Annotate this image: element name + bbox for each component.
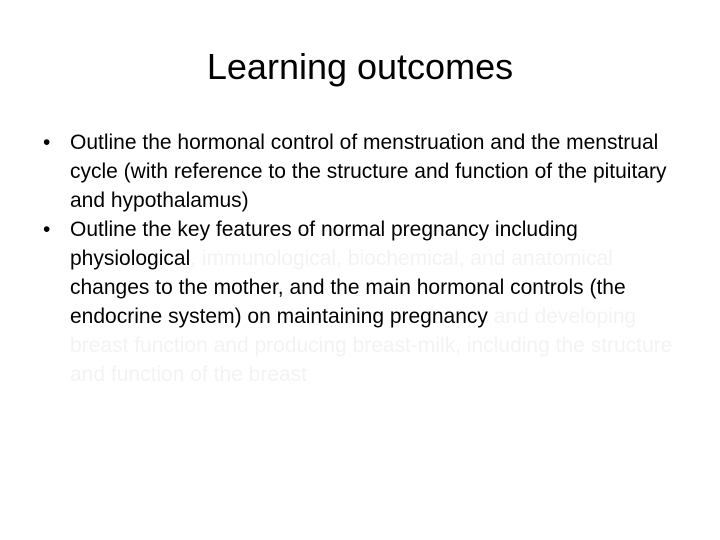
bullet-icon: •	[43, 131, 51, 154]
list-item	[43, 128, 683, 215]
slide-title: Learning outcomes	[206, 46, 514, 87]
bullet-text: Outline the key features of normal pregnancy including physiological	[70, 218, 578, 270]
list-item	[43, 215, 683, 389]
faded-bullet-text: , immunological, biochemical, and anatomical	[190, 247, 613, 270]
learning-outcomes-list	[43, 128, 683, 389]
bullet-text: changes to the mother, and the main hormonal controls (the endocrine system) on maintaining pregnancy	[70, 276, 626, 328]
faded-bullet-text: and developing breast function and producing breast-milk, including the structure and function of the breast	[70, 305, 673, 386]
bullet-icon: •	[43, 218, 51, 241]
bullet-text: Outline the hormonal control of menstruation and the menstrual cycle (with reference to the structure and function of the pituitary and hypothalamus)	[70, 131, 667, 212]
